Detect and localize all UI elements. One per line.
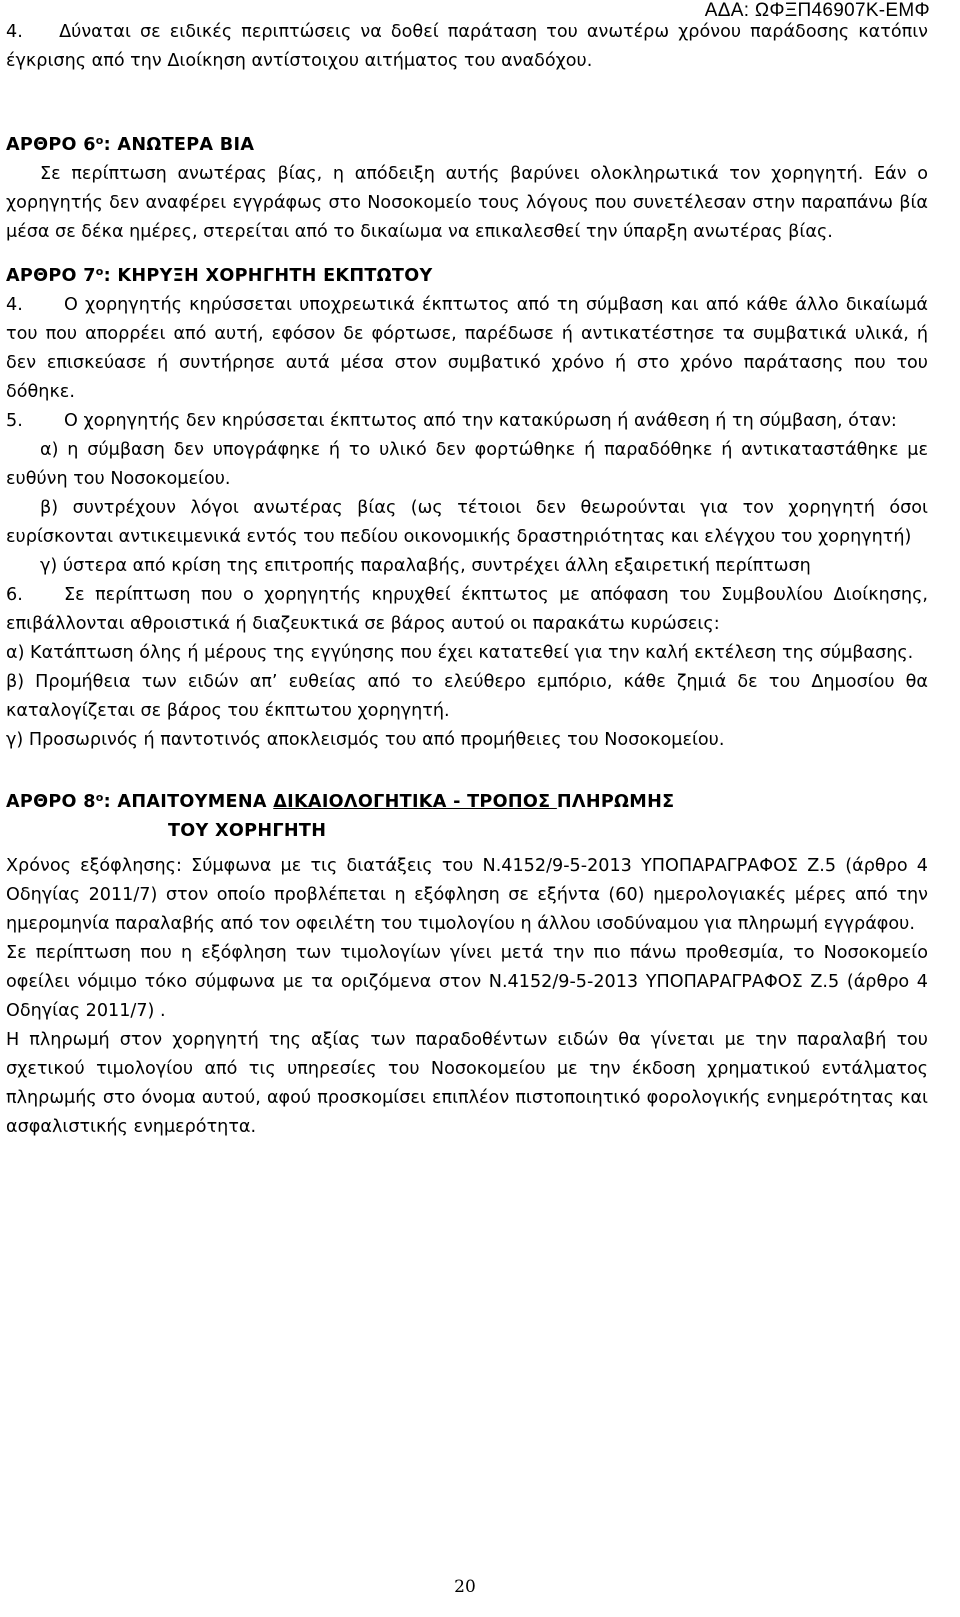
article-7-par-6b: β) Προμήθεια των ειδών απ’ ευθείας από το ελεύθερο εμπόριο, κάθε ζημιά δε του Δημοσίου θα καταλογίζεται σε βάρος του έκπτωτου χορηγητή. [6, 672, 928, 721]
article-7-par-5c: γ) ύστερα από κρίση της επιτροπής παραλαβής, συντρέχει άλλη εξαιρετική περίπτωση [40, 556, 811, 576]
article-8-par-3: Η πληρωμή στον χορηγητή της αξίας των παραδοθέντων ειδών θα γίνεται με την παραλαβή του σχετικού τιμολογίου από τις υπηρεσίες του Νοσοκομείου με την έκδοση χρηματικού εντάλματος πληρωμής στο όνομα αυτού, αφού προσκομίσει επιπλέον πιστοποιητικό φορολογικής ενημερότητας και ασφαλιστικής ενημερότητα. [6, 1030, 928, 1137]
article-8-heading: ΑΡΘΡΟ $8^o$: ΑΠΑΙΤΟΥΜΕΝΑ ΔΙΚΑΙΟΛΟΓΗΤΙΚΑ - ΤΡΟΠΟΣ ΠΛΗΡΩΜΗΣ [6, 791, 675, 812]
document-body [6, 18, 928, 1142]
article-7-par-4: 4. Ο χορηγητής κηρύσσεται υποχρεωτικά έκπτωτος από τη σύμβαση και από κάθε άλλο δικαίωμά του που απορρέει από αυτή, εφόσον δε φόρτωσε, παρέδωσε ή αντικατέστησε τα συμβατικά υλικά, ή δεν επισκεύασε ή συντήρησε αυτά μέσα στον συμβατικό χρόνο ή στο χρόνο παράτασης που του δόθηκε. [6, 291, 928, 407]
paragraph-number: 4. [6, 22, 23, 42]
article-7-par-6a: α) Κατάπτωση όλης ή μέρους της εγγύησης που έχει κατατεθεί για την καλή εκτέλεση της σύμβασης. [6, 643, 914, 663]
article-8-heading-line-2: ΤΟΥ ΧΟΡΗΓΗΤΗ [168, 821, 327, 841]
article-6-heading: ΑΡΘΡΟ $6^o$: ΑΝΩΤΕΡΑ ΒΙΑ [6, 134, 255, 155]
paragraph-number: 5. [6, 411, 23, 431]
article-7-heading: ΑΡΘΡΟ $7^o$: ΚΗΡΥΞΗ ΧΟΡΗΓΗΤΗ ΕΚΠΤΩΤΟΥ [6, 265, 433, 286]
article-8-par-1: Χρόνος εξόφλησης: Σύμφωνα με τις διατάξεις του Ν.4152/9-5-2013 ΥΠΟΠΑΡΑΓΡΑΦΟΣ Ζ.5 (άρθρο 4 Οδηγίας 2011/7) στον οποίο προβλέπεται η εξόφληση σε εξήντα (60) ημερολογιακές μέρες από την ημερομηνία παραλαβής από τον οφειλέτη του τιμολογίου η άλλου ισοδύναμου για πληρωμή εγγράφου. [6, 856, 928, 934]
article-7-par-6: 6. Σε περίπτωση που ο χορηγητής κηρυχθεί έκπτωτος με απόφαση του Συμβουλίου Διοίκησης, επιβάλλονται αθροιστικά ή διαζευκτικά σε βάρος αυτού οι παρακάτω κυρώσεις: [6, 581, 928, 639]
ada-code: ΑΔΑ: ΩΦΞΠ46907Κ-ΕΜΦ [704, 0, 930, 21]
article-7-par-5: 5. Ο χορηγητής δεν κηρύσσεται έκπτωτος από την κατακύρωση ή ανάθεση ή τη σύμβαση, όταν: [6, 407, 928, 436]
article-7-par-5b: β) συντρέχουν λόγοι ανωτέρας βίας (ως τέτοιοι δεν θεωρούνται για τον χορηγητή όσοι ευρίσκονται αντικειμενικά εντός του πεδίου οικονομικής δραστηριότητας και ελέγχου του χορηγητή) [6, 498, 928, 547]
paragraph-intro: 4. Δύναται σε ειδικές περιπτώσεις να δοθεί παράταση του ανωτέρω χρόνου παράδοσης κατόπιν έγκρισης από την Διοίκηση αντίστοιχου αιτήματος του αναδόχου. [6, 22, 928, 71]
article-6-text: Σε περίπτωση ανωτέρας βίας, η απόδειξη αυτής βαρύνει ολοκληρωτικά τον χορηγητή. Εάν ο χορηγητής δεν αναφέρει εγγράφως στο Νοσοκομείο τους λόγους που συνετέλεσαν στην παραπάνω βία μέσα σε δέκα ημέρες, στερείται από το δικαίωμα να επικαλεσθεί την ύπαρξη ανωτέρας βίας. [6, 164, 928, 242]
article-7-par-5a: α) η σύμβαση δεν υπογράφηκε ή το υλικό δεν φορτώθηκε ή παραδόθηκε ή αντικαταστάθηκε με ευθύνη του Νοσοκομείου. [6, 440, 928, 489]
paragraph-number: 6. [6, 585, 23, 605]
paragraph-number: 4. [6, 295, 23, 315]
article-7-par-6c: γ) Προσωρινός ή παντοτινός αποκλεισμός του από προμήθειες του Νοσοκομείου. [6, 730, 725, 750]
article-8-par-2: Σε περίπτωση που η εξόφληση των τιμολογίων γίνει μετά την πιο πάνω προθεσμία, το Νοσοκομείο οφείλει νόμιμο τόκο σύμφωνα με τα οριζόμενα στον Ν.4152/9-5-2013 ΥΠΟΠΑΡΑΓΡΑΦΟΣ Ζ.5 (άρθρο 4 Οδηγίας 2011/7) . [6, 943, 928, 1021]
page-number: 20 [454, 1577, 476, 1597]
